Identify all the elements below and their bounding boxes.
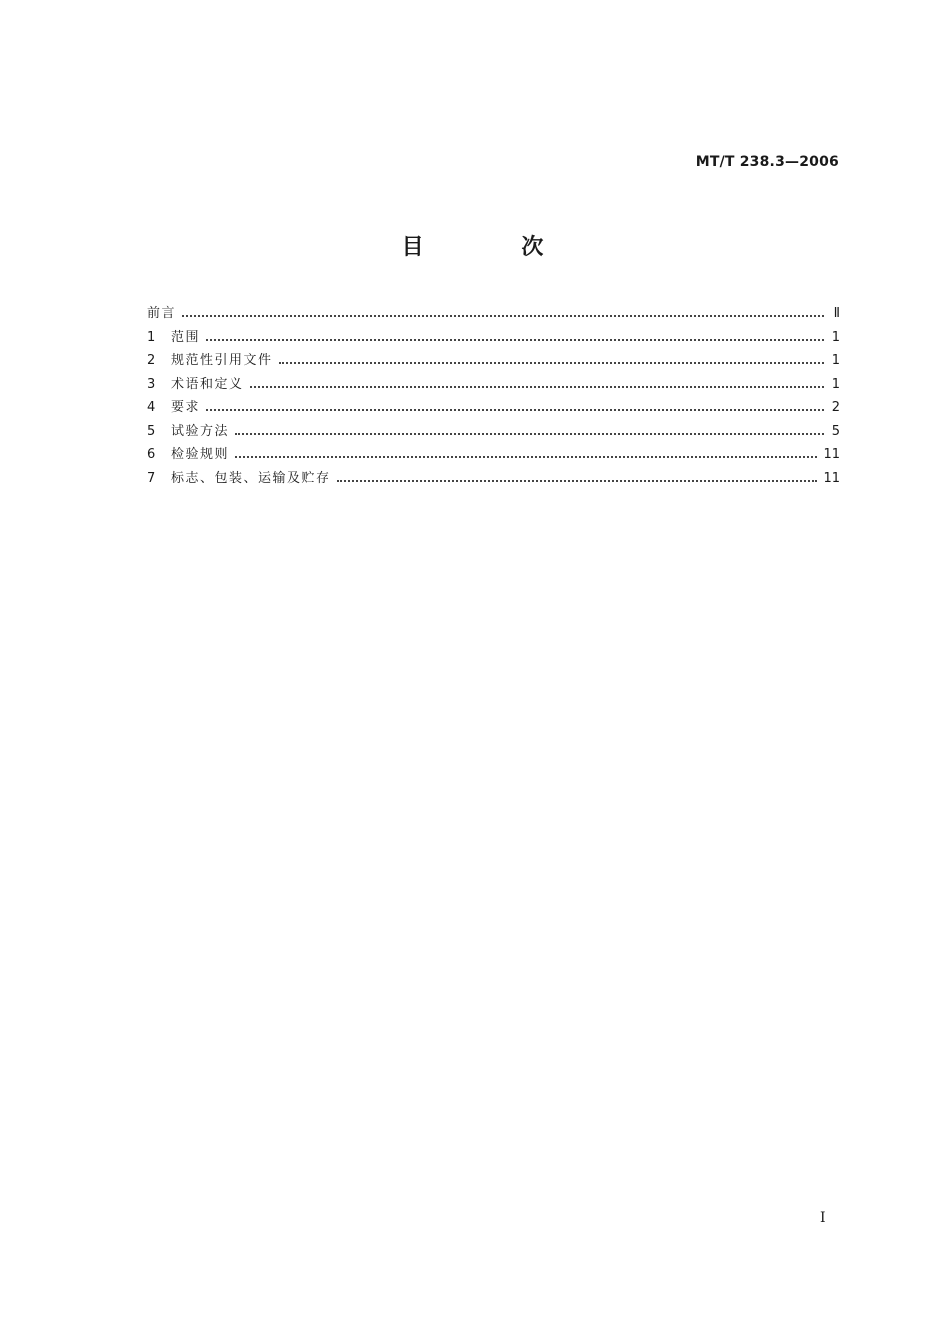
toc-entry-text: 要求 xyxy=(171,400,201,415)
toc-leader-dots xyxy=(279,362,824,364)
toc-entry-text: 前言 xyxy=(147,306,177,321)
toc-entry-page: 1 xyxy=(831,329,840,345)
toc-leader-dots xyxy=(206,409,824,411)
toc-entry-number: 3 xyxy=(147,376,156,392)
toc-entry-page: 11 xyxy=(823,470,840,486)
standard-code: MT/T 238.3—2006 xyxy=(695,154,839,170)
toc-entry-text: 标志、包装、运输及贮存 xyxy=(171,470,331,486)
toc-entry-inspection-rules[interactable] xyxy=(147,445,840,469)
toc-entry-number: 5 xyxy=(147,423,156,439)
toc-entry-number: 6 xyxy=(147,447,156,462)
toc-leader-dots xyxy=(250,386,824,388)
page-number: I xyxy=(820,1210,826,1226)
toc-entry-text: 规范性引用文件 xyxy=(171,353,273,368)
toc-title: 目 次 xyxy=(401,235,589,260)
toc-entry-number: 7 xyxy=(147,470,156,486)
toc-entry-page: 1 xyxy=(831,353,840,368)
toc-leader-dots xyxy=(182,315,824,317)
toc-entry-text: 试验方法 xyxy=(171,423,230,439)
toc-entry-text: 检验规则 xyxy=(171,447,230,462)
toc-entry-page: 5 xyxy=(831,423,840,439)
toc-entry-terms-definitions[interactable] xyxy=(147,375,840,399)
toc-leader-dots xyxy=(337,480,818,482)
toc-entry-scope[interactable] xyxy=(147,328,840,352)
toc-entry-text: 术语和定义 xyxy=(171,376,244,392)
toc-entry-page: 1 xyxy=(831,376,840,392)
toc-leader-dots xyxy=(235,433,824,435)
toc-leader-dots xyxy=(235,456,817,458)
toc-entry-page: 11 xyxy=(823,447,840,462)
toc-entry-page: 2 xyxy=(831,400,840,415)
table-of-contents xyxy=(147,304,840,492)
toc-entry-number: 4 xyxy=(147,400,156,415)
toc-entry-foreword[interactable] xyxy=(147,304,840,328)
toc-entry-text: 范围 xyxy=(171,329,201,345)
toc-entry-number: 2 xyxy=(147,353,156,368)
toc-leader-dots xyxy=(206,339,824,341)
toc-entry-test-methods[interactable] xyxy=(147,422,840,446)
toc-entry-normative-references[interactable] xyxy=(147,351,840,375)
toc-entry-requirements[interactable] xyxy=(147,398,840,422)
toc-entry-marking-packaging[interactable] xyxy=(147,469,840,493)
toc-entry-page: Ⅱ xyxy=(833,306,840,321)
toc-entry-number: 1 xyxy=(147,329,156,345)
